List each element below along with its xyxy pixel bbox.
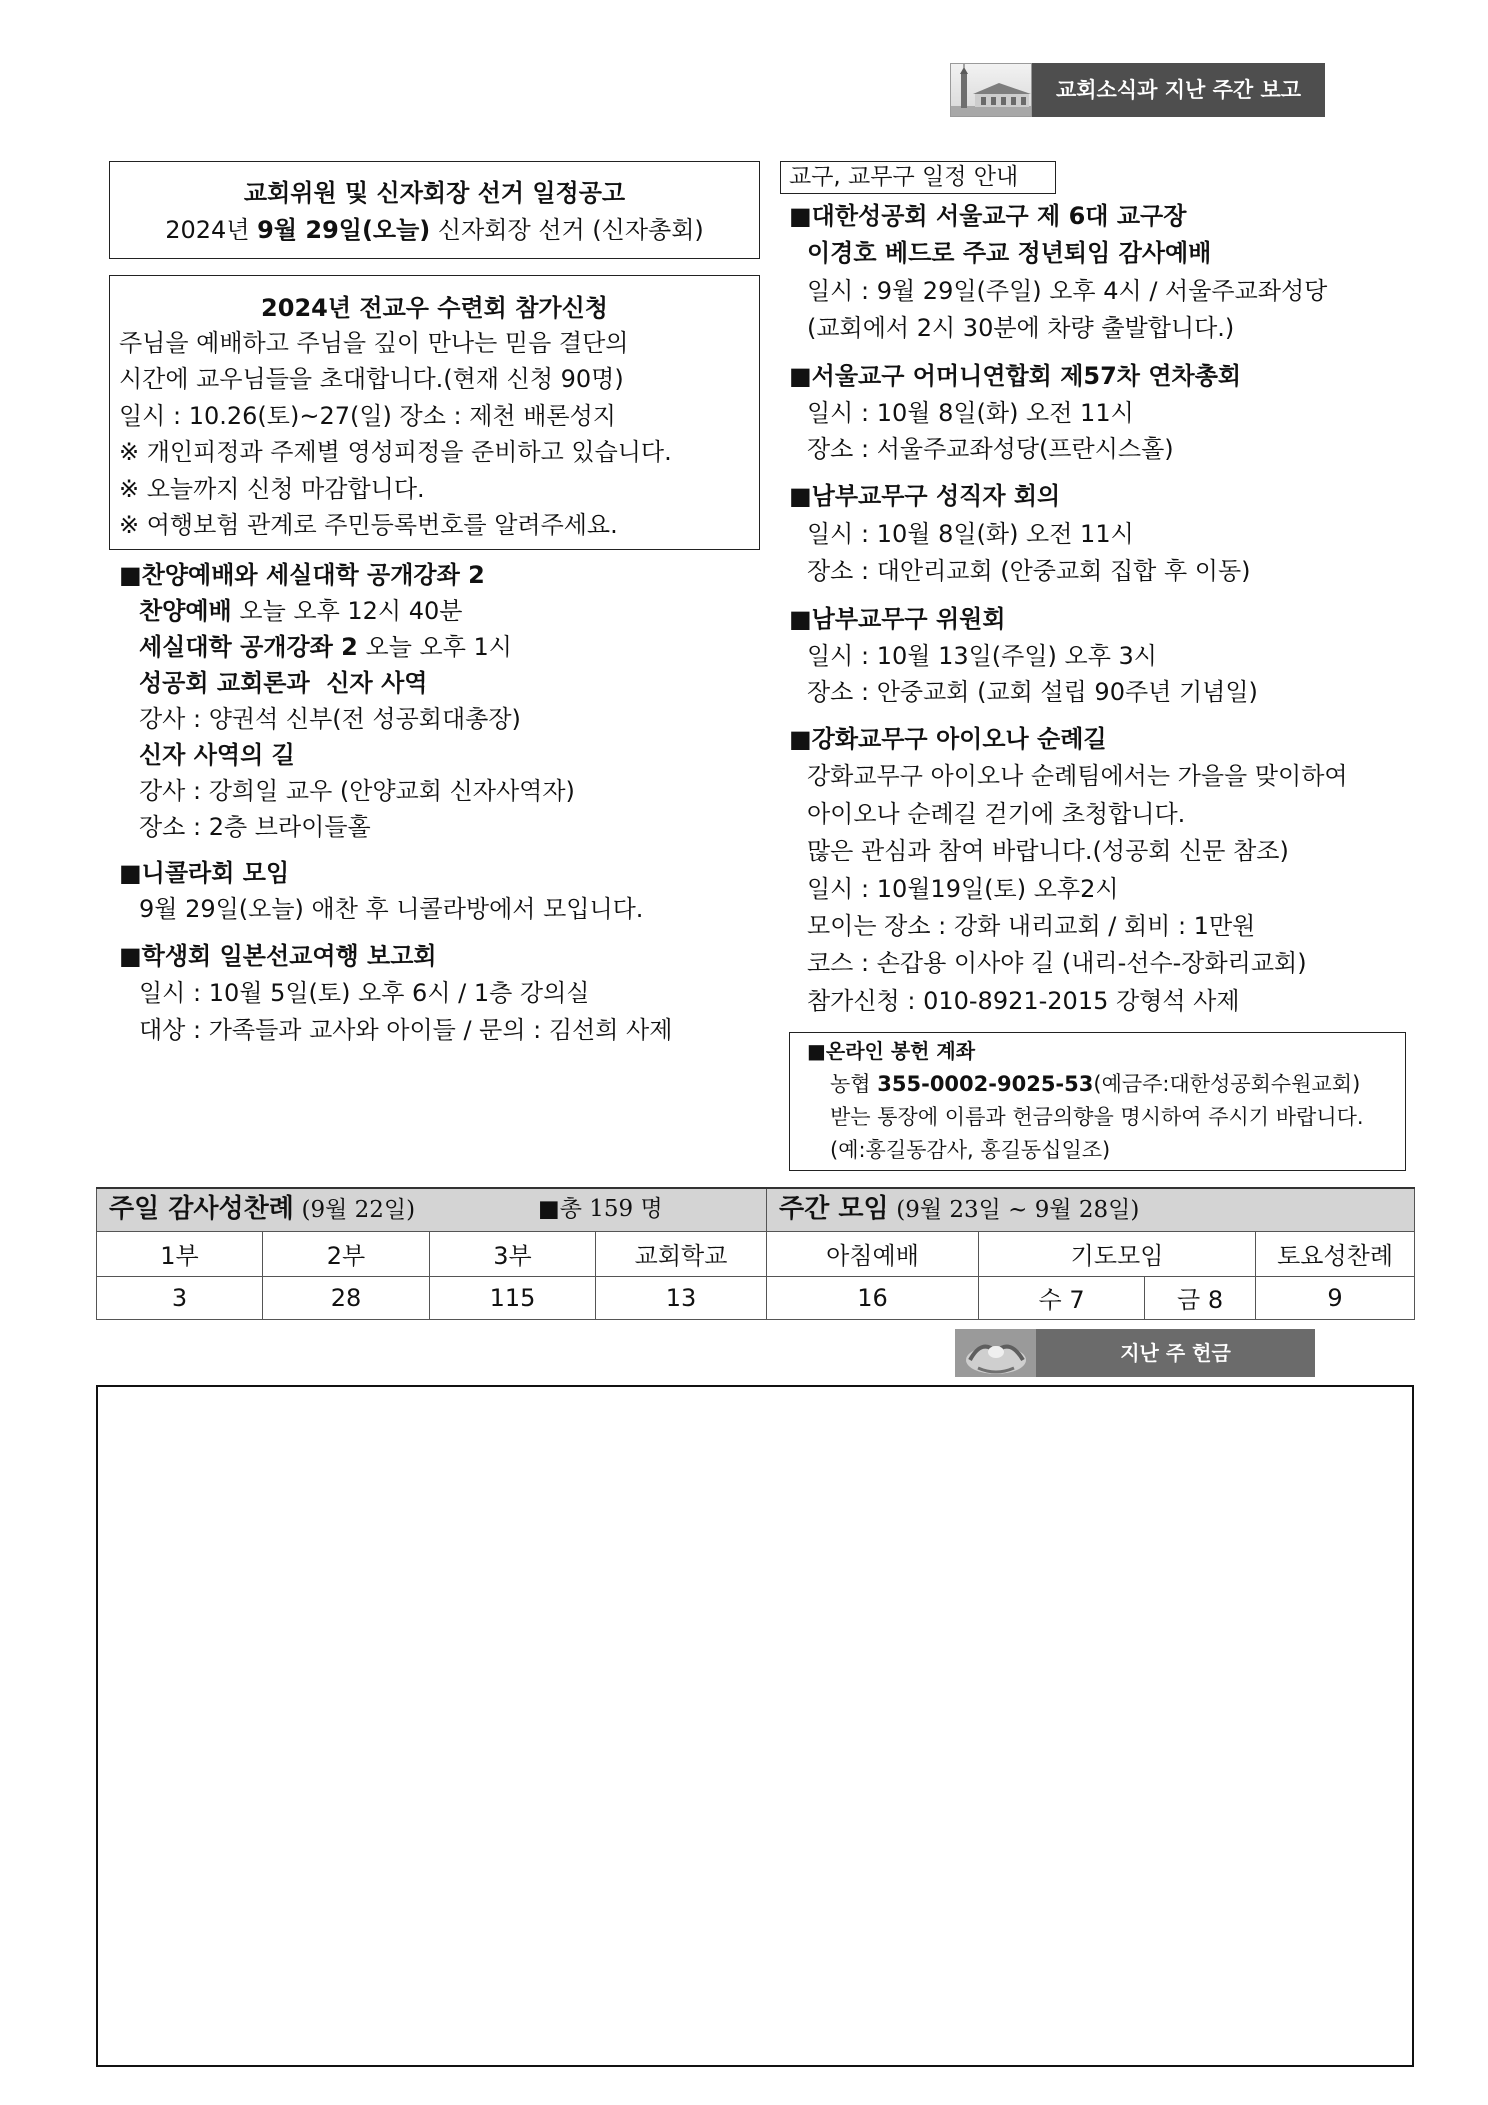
clergy-meeting-heading: ■남부교무구 성직자 회의 — [789, 482, 1061, 510]
election-notice-title: 교회위원 및 신자회장 선거 일정공고 — [243, 179, 626, 207]
attendance-table — [96, 1187, 1415, 1320]
count-service-1: 3 — [97, 1276, 263, 1319]
sunday-eucharist-title: 주일 감사성찬례 — [109, 1194, 294, 1225]
election-date: 9월 29일(오늘) — [257, 216, 431, 244]
weekly-meetings-dates: (9월 23일 ~ 9월 28일) — [896, 1197, 1140, 1224]
online-offering-instruction: 받는 통장에 이름과 헌금의향을 명시하여 주시기 바랍니다. — [830, 1105, 1364, 1129]
weekly-meetings-title: 주간 모임 — [779, 1194, 889, 1225]
lecture-line — [119, 629, 575, 665]
retreat-line: 시간에 교우님들을 초대합니다.(현재 신청 90명) — [119, 365, 624, 394]
lecture-speaker-2: 강사 : 강희일 교우 (안양교회 신자사역자) — [139, 777, 575, 805]
clergy-meeting-notice — [789, 478, 1251, 591]
praise-service-time: 오늘 오후 12시 40분 — [239, 597, 463, 625]
offering-hands-icon — [955, 1329, 1036, 1377]
column-label-service-3: 3부 — [430, 1231, 596, 1276]
diocese-schedule-label-box — [780, 161, 1056, 194]
election-year: 2024년 — [165, 216, 250, 244]
online-offering-heading: ■온라인 봉헌 계좌 — [807, 1039, 976, 1063]
sunday-eucharist-header — [97, 1188, 767, 1231]
attendance-value-row — [97, 1276, 1415, 1319]
student-heading: ■학생회 일본선교여행 보고회 — [119, 942, 437, 970]
count-service-3: 115 — [430, 1276, 596, 1319]
student-line: 일시 : 10월 5일(토) 오후 6시 / 1층 강의실 — [139, 979, 590, 1007]
nicolas-notice — [119, 855, 643, 927]
nicolas-heading: ■니콜라회 모임 — [119, 859, 290, 887]
mothers-union-time: 일시 : 10월 8일(화) 오전 11시 — [807, 398, 1134, 427]
iona-pilgrimage-line: 많은 관심과 참여 바랍니다.(성공회 신문 참조) — [807, 837, 1289, 866]
column-label-prayer-meeting: 기도모임 — [979, 1231, 1256, 1276]
clergy-meeting-time: 일시 : 10월 8일(화) 오전 11시 — [807, 519, 1134, 548]
bishop-retirement-note: (교회에서 2시 30분에 차량 출발합니다.) — [807, 313, 1235, 342]
deanery-committee-place: 장소 : 안중교회 (교회 설립 90주년 기념일) — [807, 678, 1258, 706]
count-service-2: 28 — [263, 1276, 430, 1319]
attendance-label-row — [97, 1231, 1415, 1276]
count-prayer-wednesday: 수 7 — [979, 1276, 1145, 1319]
retreat-line: 일시 : 10.26(토)~27(일) 장소 : 제천 배론성지 — [119, 401, 616, 430]
iona-pilgrimage-line: 아이오나 순례길 걷기에 초청합니다. — [807, 799, 1186, 828]
attendance-header-row — [97, 1188, 1415, 1231]
column-label-service-1: 1부 — [97, 1231, 263, 1276]
retreat-line: ※ 오늘까지 신청 마감합니다. — [119, 474, 425, 503]
praise-service-label: 찬양예배 — [139, 597, 232, 625]
iona-pilgrimage-line: 코스 : 손갑용 이사야 길 (내리-선수-장화리교회) — [807, 949, 1307, 978]
clergy-meeting-place: 장소 : 대안리교회 (안중교회 집합 후 이동) — [807, 557, 1251, 585]
praise-service-line — [119, 593, 575, 629]
church-building-icon — [950, 63, 1032, 117]
offering-badge-label: 지난 주 헌금 — [1120, 1341, 1231, 1365]
bishop-retirement-heading: ■대한성공회 서울교구 제 6대 교구장 — [789, 202, 1187, 230]
count-saturday-eucharist: 9 — [1256, 1276, 1415, 1319]
header-badge — [1032, 63, 1325, 117]
retreat-line: ※ 개인피정과 주제별 영성피정을 준비하고 있습니다. — [119, 438, 672, 467]
sunday-eucharist-date: (9월 22일) — [301, 1197, 416, 1224]
election-notice-line — [110, 210, 759, 250]
mothers-union-heading: ■서울교구 어머니연합회 제57차 연차총회 — [789, 362, 1242, 390]
lecture-topic-2: 신자 사역의 길 — [139, 741, 295, 769]
praise-lecture-heading: ■찬양예배와 세실대학 공개강좌 2 — [119, 561, 485, 589]
iona-pilgrimage-line: 강화교무구 아이오나 순례팀에서는 가을을 맞이하여 — [807, 762, 1348, 791]
student-notice — [119, 938, 672, 1049]
retreat-line: ※ 여행보험 관계로 주민등록번호를 알려주세요. — [119, 511, 618, 540]
bishop-retirement-notice — [789, 198, 1327, 347]
deanery-committee-time: 일시 : 10월 13일(주일) 오후 3시 — [807, 641, 1157, 670]
online-offering-box — [789, 1032, 1406, 1171]
student-line: 대상 : 가족들과 교사와 아이들 / 문의 : 김선희 사제 — [139, 1016, 673, 1044]
lecture-speaker-1: 강사 : 양권석 신부(전 성공회대총장) — [139, 705, 521, 733]
retreat-lines — [119, 325, 759, 543]
election-notice-box — [109, 161, 760, 259]
lecture-time: 오늘 오후 1시 — [365, 633, 512, 661]
lecture-place: 장소 : 2층 브라이들홀 — [139, 813, 371, 841]
offering-badge — [1036, 1329, 1315, 1377]
praise-lecture-notice — [119, 557, 575, 845]
column-label-church-school: 교회학교 — [596, 1231, 767, 1276]
column-label-saturday-eucharist: 토요성찬례 — [1256, 1231, 1415, 1276]
header-badge-label: 교회소식과 지난 주간 보고 — [1055, 78, 1302, 102]
online-offering-example: (예:홍길동감사, 홍길동십일조) — [830, 1138, 1111, 1162]
mothers-union-notice — [789, 358, 1241, 468]
deanery-committee-notice — [789, 601, 1258, 711]
mothers-union-place: 장소 : 서울주교좌성당(프란시스홀) — [807, 435, 1174, 463]
retreat-title: 2024년 전교우 수련회 참가신청 — [261, 294, 608, 322]
online-offering-account-number: 355-0002-9025-53 — [877, 1072, 1094, 1096]
online-offering-holder: (예금주:대한성공회수원교회) — [1093, 1072, 1361, 1096]
online-offering-account-line — [790, 1068, 1405, 1101]
bishop-retirement-time: 일시 : 9월 29일(주일) 오후 4시 / 서울주교좌성당 — [807, 276, 1328, 305]
election-detail: 신자회장 선거 (신자총회) — [437, 216, 704, 244]
iona-pilgrimage-notice — [789, 721, 1348, 1020]
diocese-schedule-label: 교구, 교무구 일정 안내 — [789, 164, 1019, 190]
column-label-service-2: 2부 — [263, 1231, 430, 1276]
retreat-line: 주님을 예배하고 주님을 깊이 만나는 믿음 결단의 — [119, 329, 629, 357]
lecture-topic-1: 성공회 교회론과 신자 사역 — [139, 669, 428, 697]
deanery-committee-heading: ■남부교무구 위원회 — [789, 605, 1006, 633]
offering-report-box — [96, 1385, 1414, 2067]
count-church-school: 13 — [596, 1276, 767, 1319]
sunday-total-count: ■총 159 명 — [538, 1196, 663, 1223]
retreat-box — [109, 275, 760, 550]
iona-pilgrimage-line: 참가신청 : 010-8921-2015 강형석 사제 — [807, 986, 1240, 1015]
weekly-meetings-header — [767, 1188, 1415, 1231]
count-prayer-friday: 금 8 — [1145, 1276, 1256, 1319]
count-morning-worship: 16 — [767, 1276, 979, 1319]
column-label-morning-worship: 아침예배 — [767, 1231, 979, 1276]
iona-pilgrimage-heading: ■강화교무구 아이오나 순례길 — [789, 725, 1107, 753]
iona-pilgrimage-line: 모이는 장소 : 강화 내리교회 / 회비 : 1만원 — [807, 912, 1256, 941]
lecture-label: 세실대학 공개강좌 2 — [139, 633, 358, 661]
online-offering-bank: 농협 — [830, 1072, 871, 1096]
iona-pilgrimage-line: 일시 : 10월19일(토) 오후2시 — [807, 874, 1119, 903]
bishop-retirement-subheading: 이경호 베드로 주교 정년퇴임 감사예배 — [807, 239, 1212, 268]
nicolas-text: 9월 29일(오늘) 애찬 후 니콜라방에서 모입니다. — [139, 895, 644, 923]
